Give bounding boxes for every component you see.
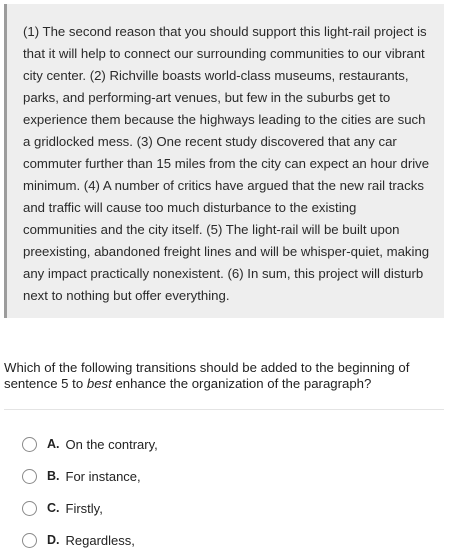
radio-button-icon[interactable] bbox=[22, 533, 37, 548]
choice-letter: A. bbox=[47, 437, 60, 451]
choice-label: Firstly, bbox=[65, 500, 103, 516]
choice-letter: C. bbox=[47, 501, 60, 515]
choice-label: For instance, bbox=[65, 468, 141, 484]
choice-c[interactable] bbox=[22, 492, 442, 524]
answer-choices bbox=[22, 428, 442, 556]
passage-box bbox=[4, 4, 444, 318]
radio-button-icon[interactable] bbox=[22, 469, 37, 484]
passage-text: (1) The second reason that you should support this light-rail project is that it will help to connect our surrounding communities to our vibrant city center. (2) Richville boasts world-class museums, restaurants, parks, and performing-art venues, but few in the suburbs get to experience them because the highways leading to the cities are such a gridlocked mess. (3) One recent study discovered that any car commuter further than 15 miles from the city can expect an hour drive minimum. (4) A number of critics have argued that the new rail tracks and traffic will cause too much disturbance to the existing communities and the city itself. (5) The light-rail will be built upon preexisting, abandoned freight lines and will be whisper-quiet, making any impact practically nonexistent. (6) In sum, this project will disturb next to nothing but offer everything. bbox=[23, 24, 430, 303]
choice-letter: D. bbox=[47, 533, 60, 547]
question-prompt bbox=[4, 360, 444, 392]
question-text-end: enhance the organization of the paragraph? bbox=[111, 376, 372, 391]
choice-a[interactable] bbox=[22, 428, 442, 460]
choice-label: Regardless, bbox=[65, 532, 135, 548]
question-text-start: Which of the following transitions should be added to the beginning of sentence 5 to bbox=[4, 360, 410, 391]
choice-label: On the contrary, bbox=[65, 436, 158, 452]
choice-d[interactable] bbox=[22, 524, 442, 556]
choice-b[interactable] bbox=[22, 460, 442, 492]
radio-button-icon[interactable] bbox=[22, 501, 37, 516]
divider bbox=[4, 409, 444, 410]
radio-button-icon[interactable] bbox=[22, 437, 37, 452]
choice-letter: B. bbox=[47, 469, 60, 483]
question-emphasis: best bbox=[86, 376, 112, 391]
